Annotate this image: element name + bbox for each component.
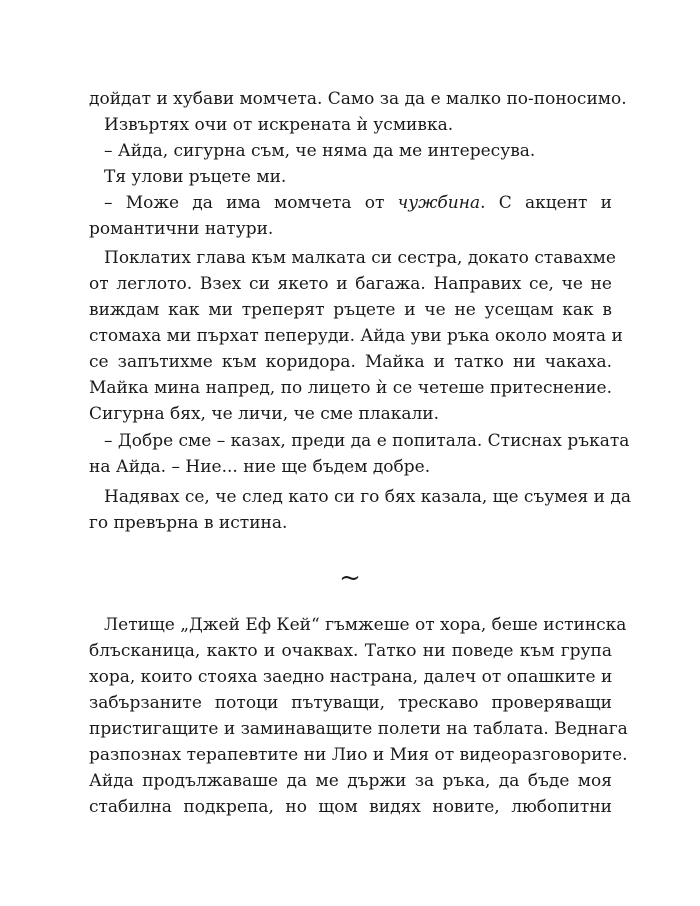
text-line: дойдат и хубави момчета. Само за да е малко по-поносимо.: [89, 89, 627, 109]
text-line: на Айда. – Ние... ние ще бъдем добре.: [89, 457, 431, 477]
text-line: Тя улови ръцете ми.: [104, 167, 287, 187]
text-line: от леглото. Взех си якето и багажа. Направих се, че не: [89, 274, 612, 294]
text-line: Поклатих глава към малката си сестра, докато ставахме: [104, 248, 616, 268]
text-fragment: – Може да има момчета от: [104, 193, 398, 213]
text-line: стабилна подкрепа, но щом видях новите, любопитни: [89, 797, 612, 817]
text-line: се запътихме към коридора. Майка и татко ни чакаха.: [89, 352, 612, 372]
text-line: го превърна в истина.: [89, 513, 288, 533]
text-line: хора, които стояха заедно настрана, далеч от опашките и: [89, 667, 613, 687]
text-line: блъсканица, както и очаквах. Татко ни поведе към група: [89, 641, 612, 661]
text-line: Извъртях очи от искрената ѝ усмивка.: [104, 115, 454, 135]
section-separator: ~: [339, 563, 361, 593]
text-line: Майка мина напред, по лицето ѝ се четеше притеснение.: [89, 378, 612, 398]
text-line: – Добре сме – казах, преди да е попитала. Стиснах ръката: [104, 431, 630, 451]
text-line: разпознах терапевтите ни Лио и Мия от видеоразговорите.: [89, 745, 628, 765]
text-line: – Айда, сигурна съм, че няма да ме интересува.: [104, 141, 536, 161]
text-line: Летище „Джей Еф Кей“ гъмжеше от хора, беше истинска: [104, 615, 627, 635]
text-line: забързаните потоци пътуващи, трескаво проверяващи: [89, 693, 612, 713]
italic-word: чужбина: [397, 193, 481, 213]
text-line: Надявах се, че след като си го бях казала, ще съумея и да: [104, 487, 632, 507]
text-line: [104, 190, 612, 216]
text-line: Сигурна бях, че личи, че сме плакали.: [89, 404, 440, 424]
text-line: стомаха ми пърхат пеперуди. Айда уви ръка около моята и: [89, 326, 623, 346]
text-line: романтични натури.: [89, 219, 274, 239]
text-line: Айда продължаваше да ме държи за ръка, да бъде моя: [89, 771, 612, 791]
text-line: пристигащите и заминаващите полети на таблата. Веднага: [89, 719, 628, 739]
text-line: виждам как ми треперят ръцете и че не усещам как в: [89, 300, 612, 320]
text-fragment: . С акцент и: [480, 193, 612, 213]
